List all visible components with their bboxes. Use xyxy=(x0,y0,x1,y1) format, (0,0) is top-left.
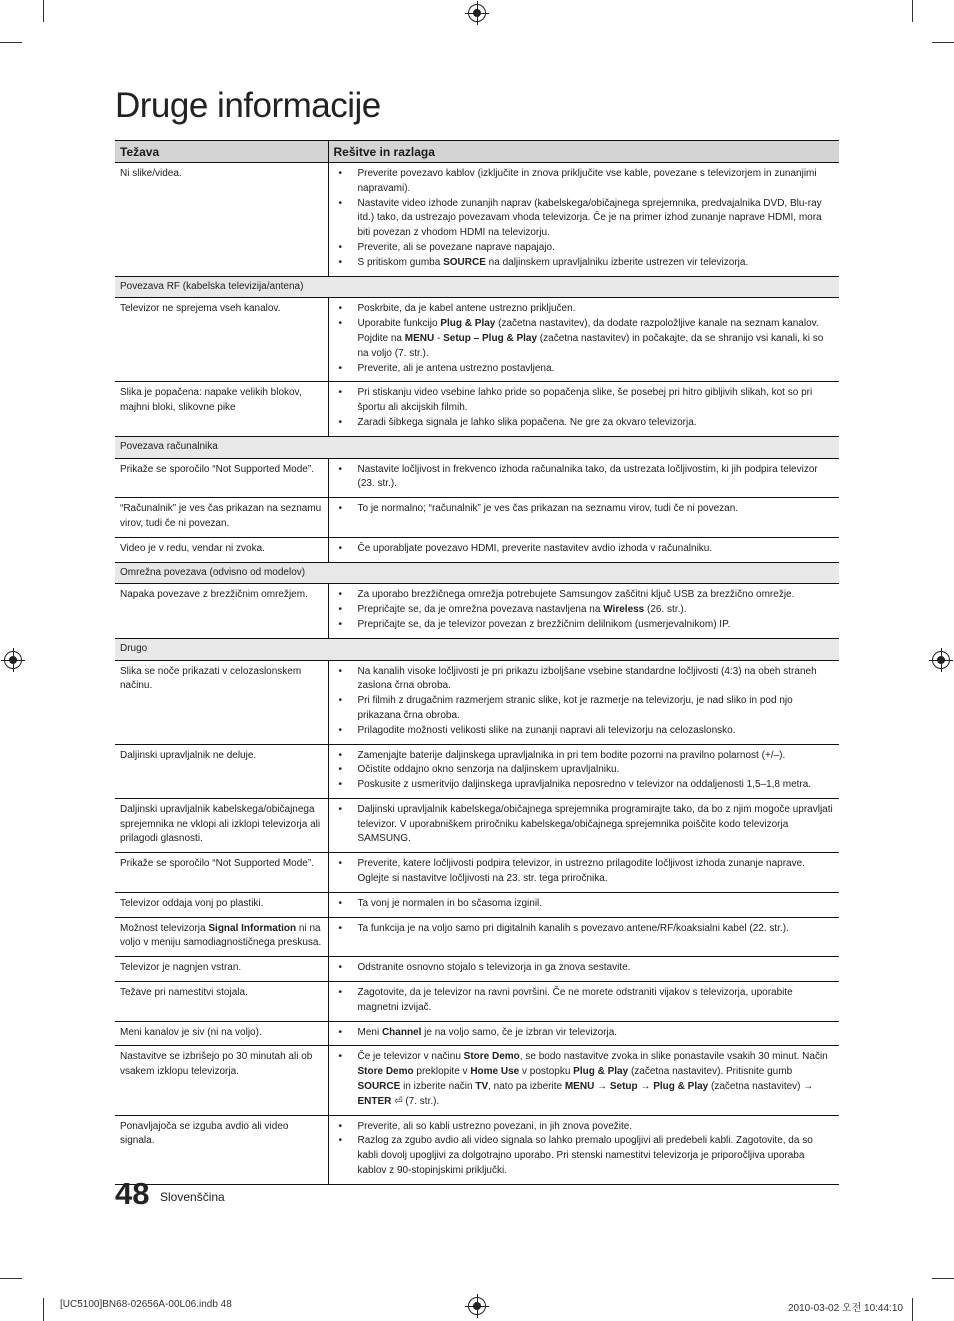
footer-file: [UC5100]BN68-02656A-00L06.indb 48 xyxy=(60,1299,232,1310)
solution-item: • Če uporabljate povezavo HDMI, preverite nastavitev avdio izhoda v računalniku. xyxy=(337,542,835,557)
problem-cell: Ponavljajoča se izguba avdio ali video signala. xyxy=(115,1115,328,1184)
emphasis-term: Store Demo xyxy=(357,1066,414,1078)
solution-cell xyxy=(328,584,839,638)
page-language: Slovenščina xyxy=(160,1190,225,1204)
problem-cell: Video je v redu, vendar ni zvoka. xyxy=(115,537,328,562)
table-row xyxy=(115,163,839,277)
problem-cell: Prikaže se sporočilo “Not Supported Mode”. xyxy=(115,458,328,498)
emphasis-term: Plug & Play xyxy=(653,1081,709,1093)
emphasis-term: SOURCE xyxy=(443,256,486,268)
section-header-row xyxy=(115,276,839,298)
solution-list xyxy=(337,502,835,517)
solution-list xyxy=(337,665,835,739)
solution-list xyxy=(337,922,835,937)
solution-list xyxy=(337,588,835,632)
page-title: Druge informacije xyxy=(115,86,381,125)
section-header-row xyxy=(115,638,839,660)
solution-item: • Preverite, katere ločljivosti podpira televizor, in ustrezno prilagodite ločljivost izhoda zunanje naprave. Oglejte si nastavitve ločljivosti na 23. str. tega priročnika. xyxy=(337,857,835,887)
problem-cell: Televizor ne sprejema vseh kanalov. xyxy=(115,298,328,382)
table-row xyxy=(115,1115,839,1184)
solution-cell xyxy=(328,382,839,436)
crop-mark xyxy=(912,1298,913,1321)
problem-cell: Napaka povezave z brezžičnim omrežjem. xyxy=(115,584,328,638)
solution-item: • To je normalno; “računalnik” je ves čas prikazan na seznamu virov, tudi če ni povezan. xyxy=(337,502,835,517)
solution-cell xyxy=(328,744,839,798)
solution-item: • Preverite, ali je antena ustrezno postavljena. xyxy=(337,362,835,377)
table-row xyxy=(115,537,839,562)
solution-list xyxy=(337,803,835,847)
section-title: Povezava RF (kabelska televizija/antena) xyxy=(115,276,839,298)
solution-list xyxy=(337,1050,835,1109)
table-row xyxy=(115,798,839,852)
solution-cell xyxy=(328,892,839,917)
solution-item: • Odstranite osnovno stojalo s televizorja in ga znova sestavite. xyxy=(337,961,835,976)
crop-mark xyxy=(43,0,44,22)
solution-cell xyxy=(328,458,839,498)
solution-item: • Nastavite video izhode zunanjih naprav (kabelskega/običajnega sprejemnika, predvajalnika DVD, Blu-ray itd.) tako, da ustrezajo povezavam vhoda televizorja. Če je na primer izhod zunanje naprave HDMI, mora biti povezan z vhodom HDMI na televizorju. xyxy=(337,197,835,241)
solution-list xyxy=(337,463,835,493)
solution-item: • Na kanalih visoke ločljivosti je pri prikazu izboljšane vsebine standardne ločljivosti (4:3) na obeh straneh zaslona črna obroba. xyxy=(337,665,835,695)
emphasis-term: MENU xyxy=(564,1081,595,1093)
problem-cell: Prikaže se sporočilo “Not Supported Mode”. xyxy=(115,853,328,893)
solution-list xyxy=(337,897,835,912)
solution-item: • Zagotovite, da je televizor na ravni površini. Če ne morete odstraniti vijakov s televizorja, uporabite magnetni izvijač. xyxy=(337,986,835,1016)
table-body xyxy=(115,163,839,1185)
solution-list xyxy=(337,961,835,976)
table-row xyxy=(115,458,839,498)
problem-cell: Možnost televizorja Signal Information ni na voljo v meniju samodiagnostičnega preskusa. xyxy=(115,917,328,957)
emphasis-term: Store Demo xyxy=(463,1051,520,1063)
solution-cell xyxy=(328,982,839,1022)
solution-item: • Daljinski upravljalnik kabelskega/običajnega sprejemnika programirajte tako, da bo z njim mogoče upravljati televizor. V uporabniškem priročniku kabelskega/običajnega sprejemnika poiščite kodo televizorja SAMSUNG. xyxy=(337,803,835,847)
problem-cell: Slika je popačena: napake velikih blokov, majhni bloki, slikovne pike xyxy=(115,382,328,436)
troubleshooting-table xyxy=(115,140,839,1185)
solution-cell xyxy=(328,298,839,382)
section-title: Drugo xyxy=(115,638,839,660)
problem-cell: Daljinski upravljalnik ne deluje. xyxy=(115,744,328,798)
solution-list xyxy=(337,1026,835,1041)
crop-mark xyxy=(0,42,22,43)
solution-cell xyxy=(328,1046,839,1115)
registration-mark-icon xyxy=(4,651,22,669)
problem-cell: Televizor je nagnjen vstran. xyxy=(115,957,328,982)
emphasis-term: TV xyxy=(475,1081,489,1093)
solution-cell xyxy=(328,957,839,982)
footer-timestamp: 2010-03-02 오전 10:44:10 xyxy=(788,1303,903,1314)
solution-list xyxy=(337,986,835,1016)
solution-item: • S pritiskom gumba SOURCE na daljinskem upravljalniku izberite ustrezen vir televizorja. xyxy=(337,256,835,271)
solution-item: • Meni Channel je na voljo samo, če je izbran vir televizorja. xyxy=(337,1026,835,1041)
table-row xyxy=(115,917,839,957)
solution-item: • Prepričajte se, da je televizor povezan z brezžičnim delilnikom (usmerjevalnikom) IP. xyxy=(337,618,835,633)
emphasis-term: ENTER xyxy=(357,1095,392,1107)
solution-item: • Razlog za zgubo avdio ali video signala so lahko premalo upogljivi ali predebeli kabli. Zagotovite, da so kabli dovolj upogljivi za dolgotrajno uporabo. Pri stenski namestitvi televizorja je priporočljiva uporaba kablov z 90-stopinjskimi priključki. xyxy=(337,1134,835,1178)
solution-list xyxy=(337,749,835,793)
solution-cell xyxy=(328,163,839,277)
solution-item: • Preverite, ali se povezane naprave napajajo. xyxy=(337,241,835,256)
registration-mark-icon xyxy=(468,1297,486,1315)
emphasis-term: Setup – Plug & Play xyxy=(443,332,538,344)
problem-cell: “Računalnik” je ves čas prikazan na seznamu virov, tudi če ni povezan. xyxy=(115,498,328,538)
section-header-row xyxy=(115,436,839,458)
problem-cell: Meni kanalov je siv (ni na voljo). xyxy=(115,1021,328,1046)
section-header-row xyxy=(115,562,839,584)
table-row xyxy=(115,892,839,917)
emphasis-term: SOURCE xyxy=(357,1081,401,1093)
solution-item: • Pri filmih z drugačnim razmerjem stranic slike, kot je razmerje na televizorju, je nad sliko in pod njo prikazana črna obroba. xyxy=(337,694,835,724)
crop-mark xyxy=(0,1278,22,1279)
crop-mark xyxy=(912,0,913,22)
page-number: 48 xyxy=(115,1176,150,1211)
solution-cell xyxy=(328,1115,839,1184)
solution-item: • Preverite, ali so kabli ustrezno povezani, in jih znova povežite. xyxy=(337,1120,835,1135)
solution-cell xyxy=(328,498,839,538)
column-header-solution: Rešitve in razlaga xyxy=(328,141,839,163)
emphasis-term: MENU xyxy=(404,332,435,344)
table-row xyxy=(115,298,839,382)
registration-mark-icon xyxy=(932,651,950,669)
table-row xyxy=(115,1021,839,1046)
table-row xyxy=(115,744,839,798)
table-row xyxy=(115,498,839,538)
problem-cell: Nastavitve se izbrišejo po 30 minutah ali ob vsakem izklopu televizorja. xyxy=(115,1046,328,1115)
solution-item: • Uporabite funkcijo Plug & Play (začetna nastavitev), da dodate razpoložljive kanale na seznam kanalov. Pojdite na MENU - Setup – Plug & Play (začetna nastavitev) in počakajte, da se shranijo vsi kanali, ki so na voljo (7. str.). xyxy=(337,317,835,361)
solution-item: • Ta vonj je normalen in bo sčasoma izginil. xyxy=(337,897,835,912)
solution-item: • Zaradi šibkega signala je lahko slika popačena. Ne gre za okvaro televizorja. xyxy=(337,416,835,431)
emphasis-term: Signal Information xyxy=(208,922,297,934)
table-row xyxy=(115,584,839,638)
solution-item: • Preverite povezavo kablov (izključite in znova priključite vse kable, povezane s televizorjem in zunanjimi napravami). xyxy=(337,167,835,197)
solution-list xyxy=(337,302,835,376)
solution-list xyxy=(337,386,835,430)
solution-item: • Poskrbite, da je kabel antene ustrezno priključen. xyxy=(337,302,835,317)
emphasis-term: Home Use xyxy=(470,1066,520,1078)
registration-mark-icon xyxy=(468,4,486,22)
solution-item: • Prepričajte se, da je omrežna povezava nastavljena na Wireless (26. str.). xyxy=(337,603,835,618)
solution-item: • Ta funkcija je na voljo samo pri digitalnih kanalih s povezavo antene/RF/koaksialni kabel (22. str.). xyxy=(337,922,835,937)
table-header-row xyxy=(115,141,839,163)
solution-item: • Očistite oddajno okno senzorja na daljinskem upravljalniku. xyxy=(337,763,835,778)
solution-cell xyxy=(328,917,839,957)
solution-item: • Nastavite ločljivost in frekvenco izhoda računalnika tako, da ustrezata ločljivostim, ki jih podpira televizor (23. str.). xyxy=(337,463,835,493)
solution-cell xyxy=(328,537,839,562)
emphasis-term: Setup xyxy=(609,1081,638,1093)
problem-cell: Daljinski upravljalnik kabelskega/običajnega sprejemnika ne vklopi ali izklopi televizorja ali prilagodi glasnosti. xyxy=(115,798,328,852)
problem-cell: Slika se noče prikazati v celozaslonskem načinu. xyxy=(115,660,328,744)
table-row xyxy=(115,957,839,982)
problem-cell: Televizor oddaja vonj po plastiki. xyxy=(115,892,328,917)
problem-cell: Težave pri namestitvi stojala. xyxy=(115,982,328,1022)
problem-cell: Ni slike/videa. xyxy=(115,163,328,277)
table-row xyxy=(115,853,839,893)
table-row xyxy=(115,982,839,1022)
table-row xyxy=(115,382,839,436)
crop-mark xyxy=(932,1278,954,1279)
table-row xyxy=(115,1046,839,1115)
solution-item: • Poskusite z usmeritvijo daljinskega upravljalnika neposredno v televizor na oddaljenosti 1,5–1,8 metra. xyxy=(337,778,835,793)
solution-cell xyxy=(328,798,839,852)
solution-item: • Če je televizor v načinu Store Demo, se bodo nastavitve zvoka in slike ponastavile vsakih 30 minut. Način Store Demo preklopite v Home Use v postopku Plug & Play (začetna nastavitev). Pritisnite gumb SOURCE in izberite način TV, nato pa izberite MENU → Setup → Plug & Play (začetna nastavitev) → ENTER ⏎ (7. str.). xyxy=(337,1050,835,1109)
solution-cell xyxy=(328,660,839,744)
table-row xyxy=(115,660,839,744)
solution-cell xyxy=(328,853,839,893)
solution-item: • Zamenjajte baterije daljinskega upravljalnika in pri tem bodite pozorni na pravilno polarnost (+/–). xyxy=(337,749,835,764)
emphasis-term: Wireless xyxy=(603,604,645,616)
crop-mark xyxy=(932,42,954,43)
solution-cell xyxy=(328,1021,839,1046)
solution-item: • Pri stiskanju video vsebine lahko pride so popačenja slike, še posebej pri hitro gibljivih slikah, kot so pri športu ali akcijskih filmih. xyxy=(337,386,835,416)
solution-list xyxy=(337,857,835,887)
column-header-problem: Težava xyxy=(115,141,328,163)
section-title: Omrežna povezava (odvisno od modelov) xyxy=(115,562,839,584)
crop-mark xyxy=(43,1298,44,1321)
emphasis-term: Plug & Play xyxy=(440,318,496,330)
solution-list xyxy=(337,167,835,271)
section-title: Povezava računalnika xyxy=(115,436,839,458)
emphasis-term: Plug & Play xyxy=(573,1066,629,1078)
emphasis-term: Channel xyxy=(381,1026,422,1038)
solution-list xyxy=(337,1120,835,1179)
solution-item: • Za uporabo brezžičnega omrežja potrebujete Samsungov zaščitni ključ USB za brezžično omrežje. xyxy=(337,588,835,603)
solution-list xyxy=(337,542,835,557)
solution-item: • Prilagodite možnosti velikosti slike na zunanji napravi ali televizorju na celozaslonsko. xyxy=(337,724,835,739)
